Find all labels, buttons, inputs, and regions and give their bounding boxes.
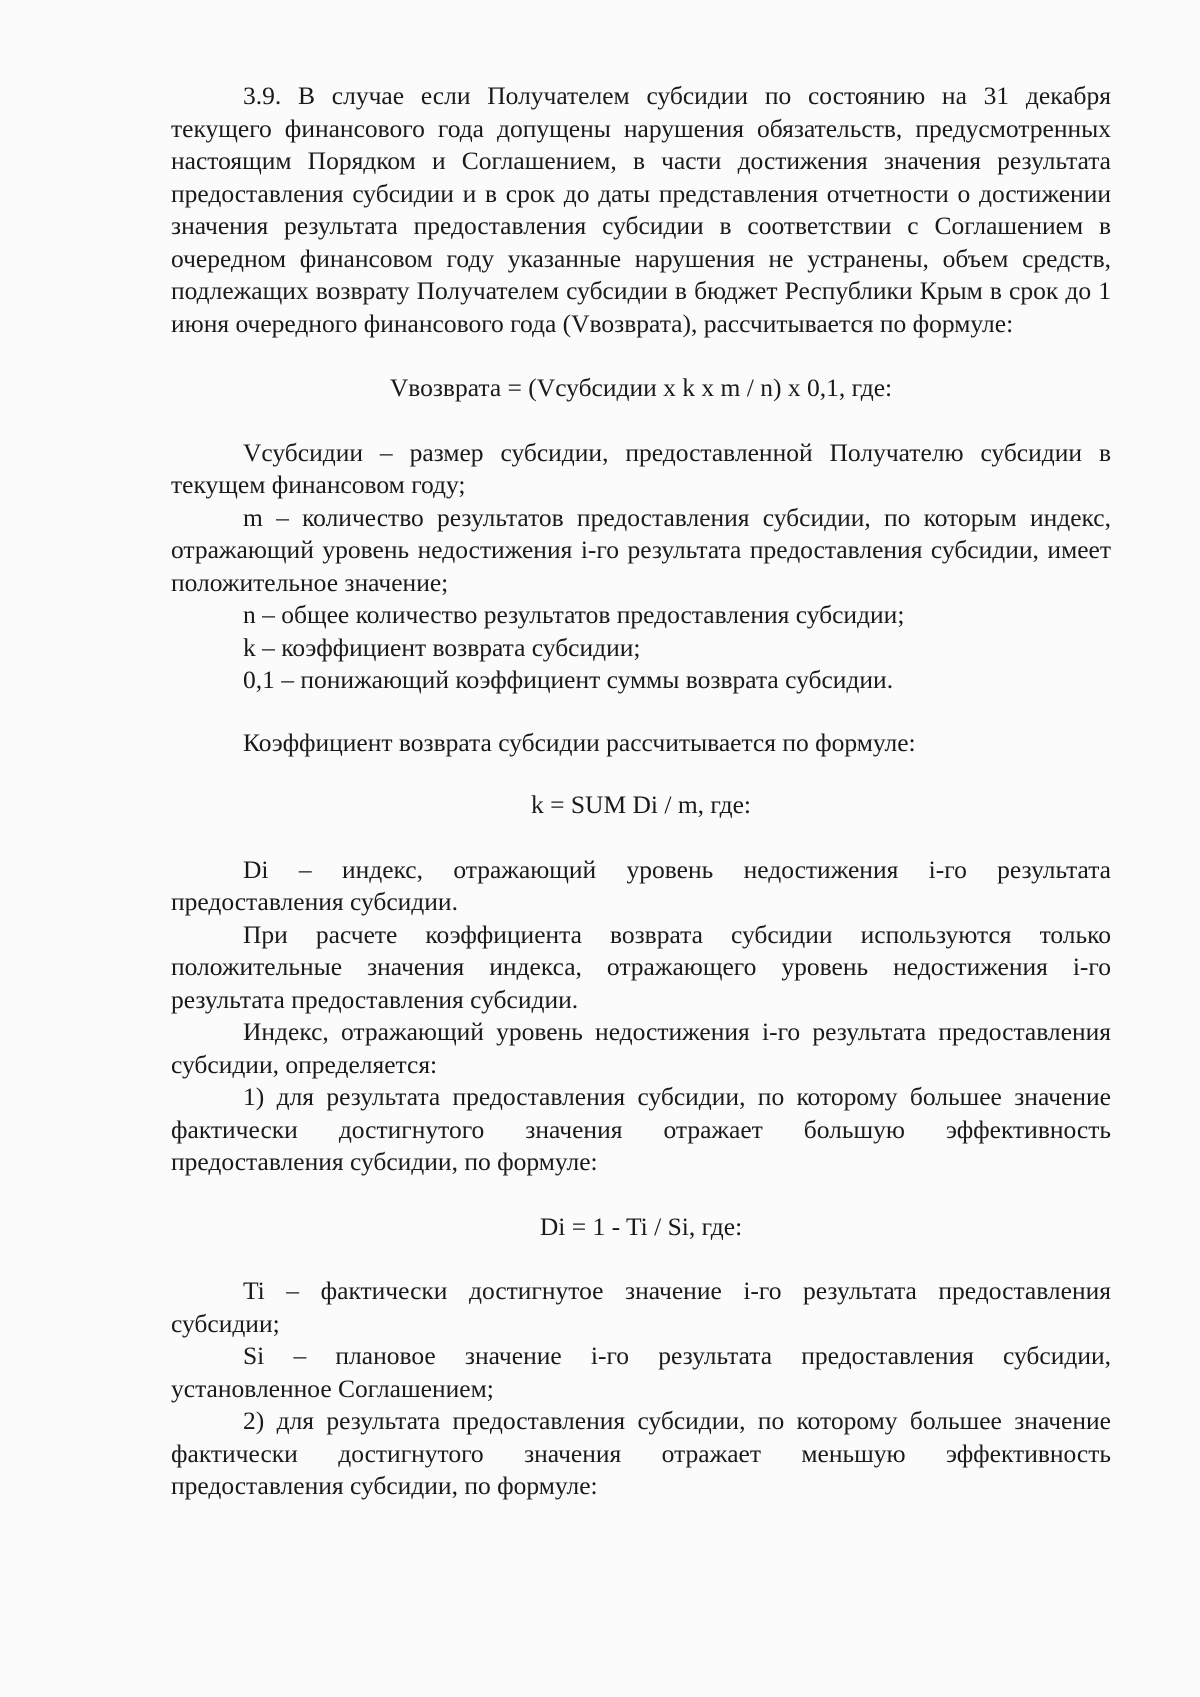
paragraph-positive-values: При расчете коэффициента возврата субсидии используются только положительные значения индекса, отражающего уровень недостижения i-го результата предоставления субсидии. (171, 919, 1111, 1014)
definition-k: k – коэффициент возврата субсидии; (243, 632, 641, 662)
definition-si: Si – плановое значение i-го результата предоставления субсидии, установленное Соглашением; (171, 1341, 1111, 1403)
definition-di: Di – индекс, отражающий уровень недостижения i-го результата предоставления субсидии. (171, 854, 1111, 916)
paragraph-index-definition: Индекс, отражающий уровень недостижения i-го результата предоставления субсидии, определяется: (171, 1017, 1111, 1079)
document-body (171, 80, 1111, 1503)
formula-k: k = SUM Di / m, где: (530, 790, 751, 819)
formula-v-return: Vвозврата = (Vсубсидии х k х m / n) х 0,1, где: (389, 373, 893, 402)
k-formula-intro: Коэффициент возврата субсидии рассчитывается по формуле: (243, 727, 916, 757)
list-item-2: 2) для результата предоставления субсидии, по которому большее значение фактически достигнутого значения отражает меньшую эффективность предоставления субсидии, по формуле: (171, 1406, 1111, 1500)
definition-m: m – количество результатов предоставления субсидии, по которым индекс, отражающий уровень недостижения i-го результата предоставления субсидии, имеет положительное значение; (171, 502, 1111, 597)
paragraph-3-9: 3.9. В случае если Получателем субсидии по состоянию на 31 декабря текущего финансового года допущены нарушения обязательств, предусмотренных настоящим Порядком и Соглашением, в части достижения значения результата предоставления субсидии и в срок до даты представления отчетности о достижении значения результата предоставления субсидии в соответствии с Соглашением в очередном финансовом году указанные нарушения не устранены, объем средств, подлежащих возврату Получателем субсидии в бюджет Республики Крым в срок до 1 июня очередного финансового года (Vвозврата), рассчитывается по формуле: (171, 81, 1111, 338)
definition-ti: Ti – фактически достигнутое значение i-го результата предоставления субсидии; (171, 1276, 1111, 1338)
formula-di-1: Di = 1 - Ti / Si, где: (539, 1211, 743, 1241)
definition-reduction-coefficient: 0,1 – понижающий коэффициент суммы возврата субсидии. (243, 665, 894, 694)
definition-n: n – общее количество результатов предоставления субсидии; (243, 600, 905, 629)
list-item-1: 1) для результата предоставления субсидии, по которому большее значение фактически достигнутого значения отражает большую эффективность предоставления субсидии, по формуле: (171, 1082, 1111, 1176)
definition-v-subsidy: Vсубсидии – размер субсидии, предоставленной Получателю субсидии в текущем финансовом году; (171, 437, 1111, 499)
